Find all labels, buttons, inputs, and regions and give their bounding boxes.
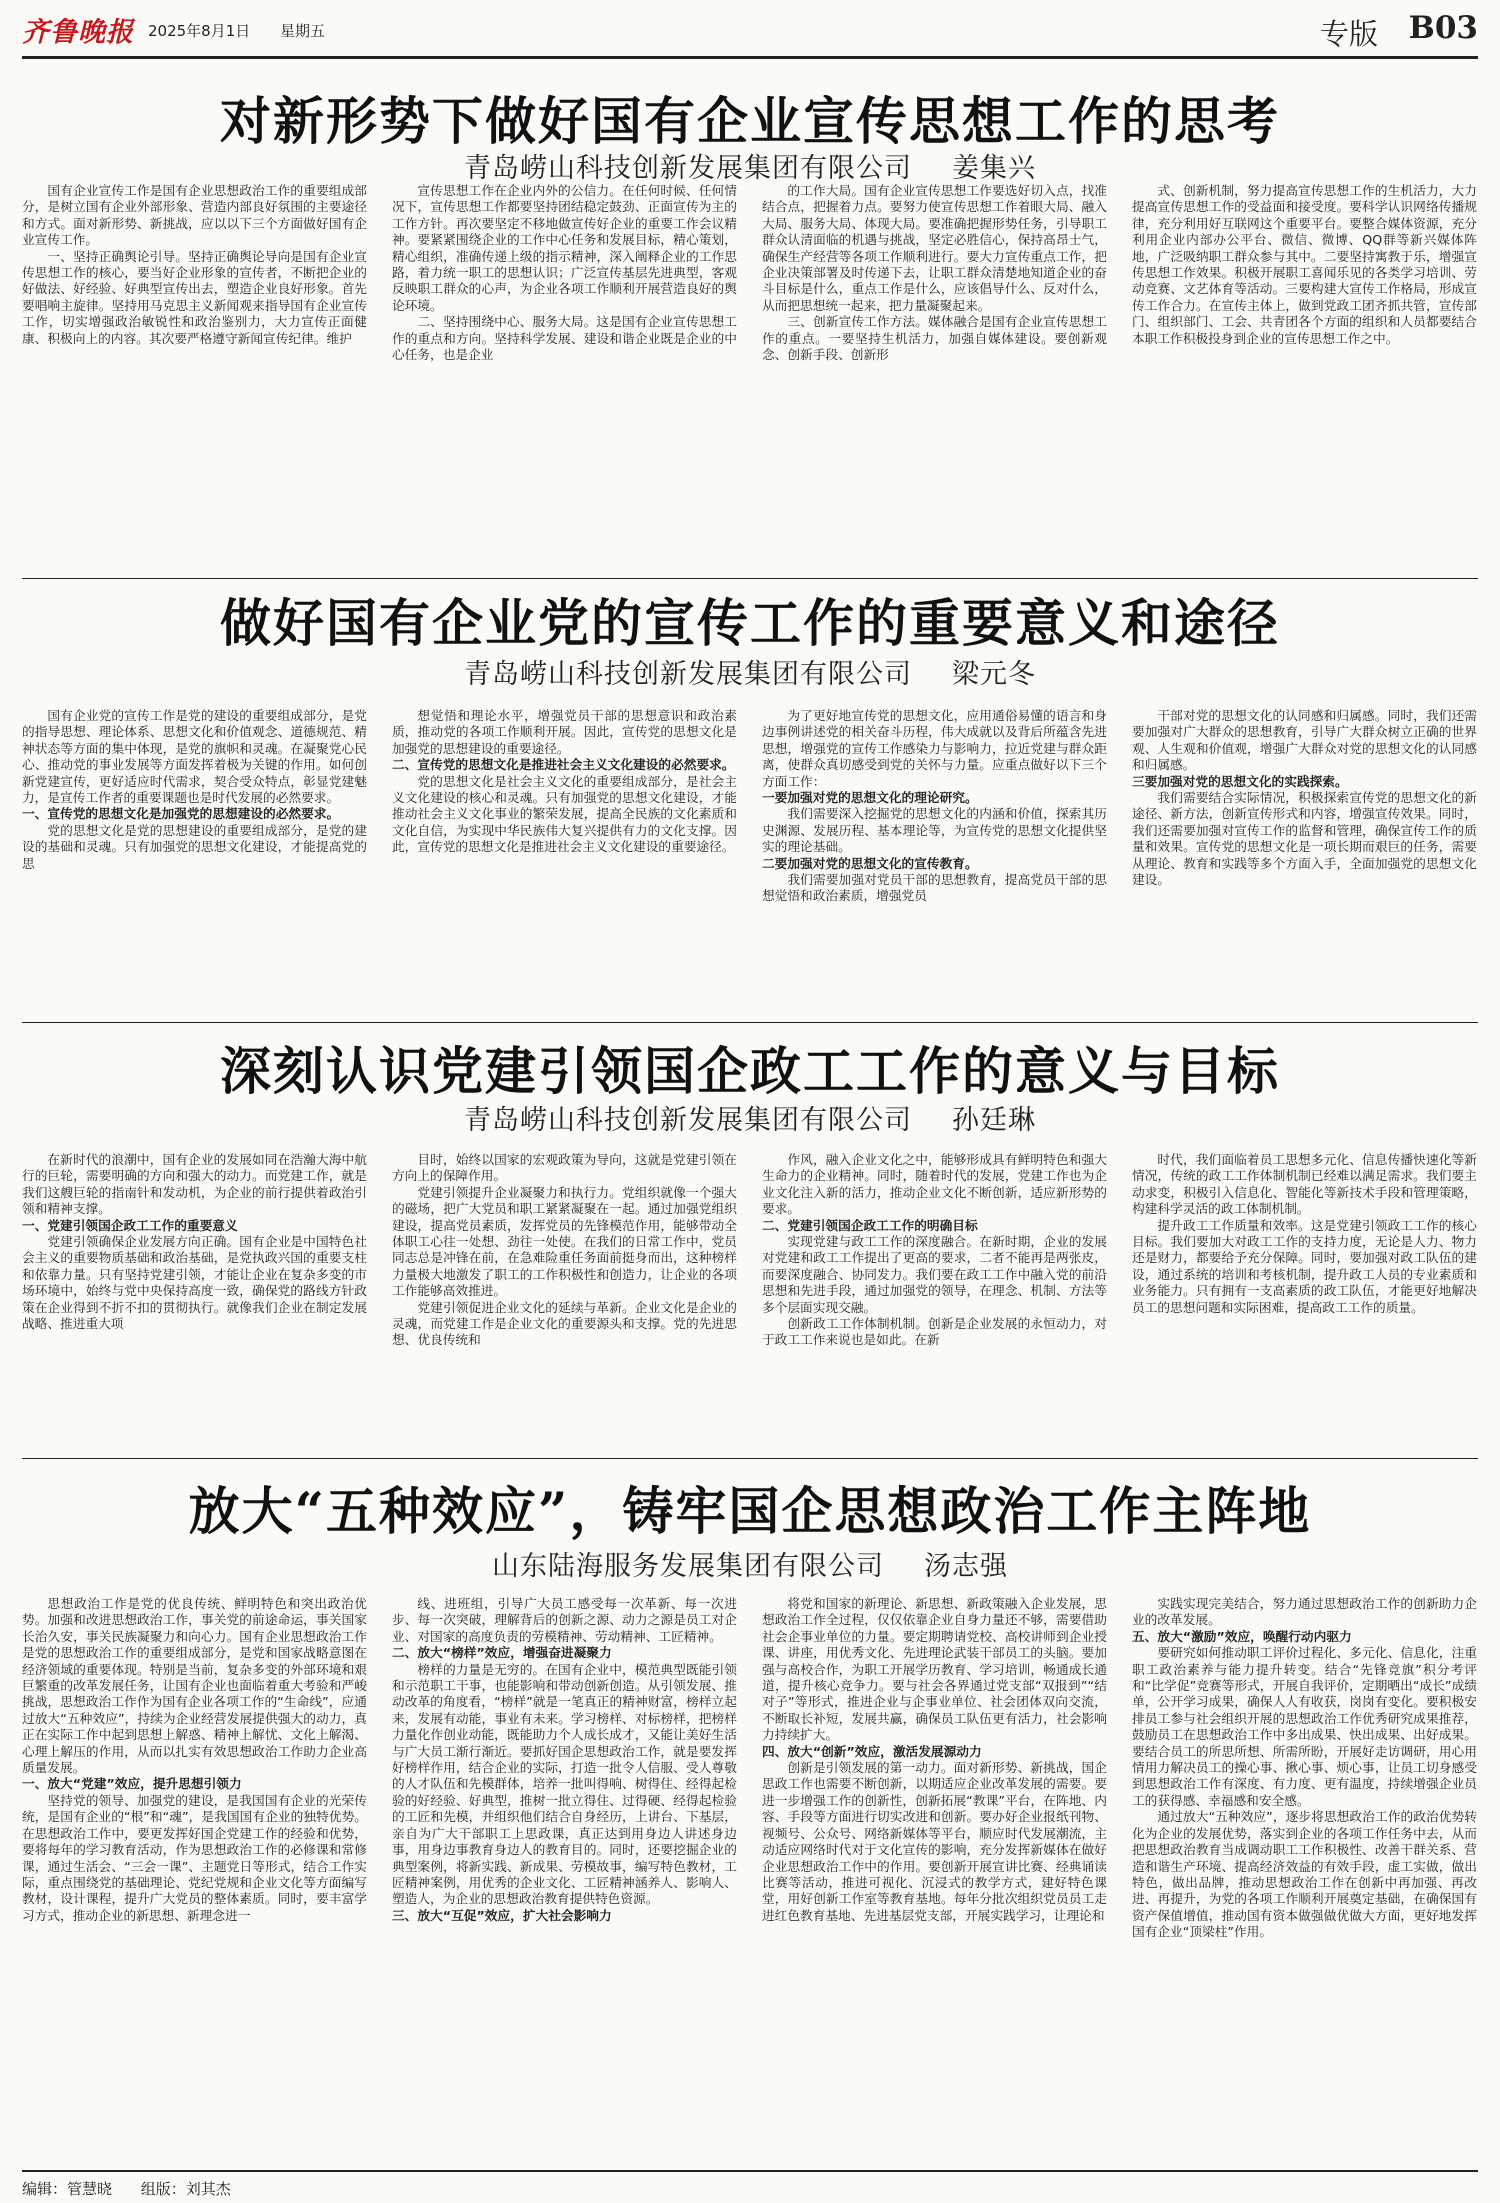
text-column [22, 1152, 367, 1437]
article-headline: 对新形势下做好国有企业宣传思想工作的思考 [219, 92, 1280, 152]
paragraph: 将党和国家的新理论、新思想、新政策融入企业发展，思想政治工作全过程，仅仅依靠企业自身力量还不够，需要借助社会企事业单位的力量。要定期聘请党校、高校讲师到企业授课、讲座，用优秀文化、先进理论武装干部员工的头脑。要加强与高校合作，为职工开展学历教育、学习培训，畅通成长通道，提升核心竞争力。要与社会各界通过党支部“双报到”“结对子”等形式，推进企业与企事业单位、社会团体双向交流，不断取长补短，发展共赢，确保员工队伍更有活力，社会影响力持续扩大。 [762, 1596, 1107, 1743]
text-column [392, 1596, 737, 2164]
byline-author: 汤志强 [924, 1551, 1008, 1582]
paragraph: 党建引领提升企业凝聚力和执行力。党组织就像一个强大的磁场，把广大党员和职工紧紧凝聚在一起。通过加强党组织建设，提高党员素质，发挥党员的先锋模范作用，能够带动全体职工心往一处想、劲往一处使。在我们的日常工作中，党员同志总是冲锋在前，在急难险重任务面前挺身而出，这种榜样力量极大地激发了职工的工作积极性和创造力，让企业的各项工作能够高效推进。 [392, 1184, 737, 1299]
section-divider [22, 1022, 1478, 1023]
byline-org: 青岛崂山科技创新发展集团有限公司 [464, 153, 912, 184]
section-heading: 一、党建引领国企政工工作的重要意义 [22, 1217, 238, 1233]
section-heading: 一要加强对党的思想文化的理论研究。 [762, 790, 978, 806]
text-column [1132, 708, 1477, 970]
text-column [762, 1152, 1107, 1437]
paragraph: 干部对党的思想文化的认同感和归属感。同时，我们还需要加强对广大群众的思想教育，引导广大群众树立正确的世界观、人生观和价值观，增强广大群众对党的思想文化的认同感和归属感。 [1132, 708, 1477, 773]
paragraph: 三、创新宣传工作方法。媒体融合是国有企业宣传思想工作的重点。一要坚持生机活力，加强自媒体建设。要创新观念、创新手段、创新形 [762, 314, 1107, 363]
text-column [762, 183, 1107, 473]
paragraph: 要研究如何推动职工评价过程化、多元化、信息化，注重职工政治素养与能力提升转变。结合“先锋竞旗”积分考评和“比学促”竞赛等形式，开展自我评价，定期晒出“成长”成绩单，公开学习成果，确保人人有收获，岗岗有变化。要积极安排员工参与社会组织开展的思想政治工作优秀研究成果推荐，鼓励员工在思想政治工作中多出成果、快出成果、出好成果。要结合员工的所思所想、所需所盼，开展好走访调研，用心用情用力解决员工的操心事、揪心事、烦心事，让员工切身感受到思想政治工作有深度、有力度、更有温度，持续增强企业员工的获得感、幸福感和安全感。 [1132, 1645, 1477, 1808]
paragraph: 目时，始终以国家的宏观政策为导向，这就是党建引领在方向上的保障作用。 [392, 1152, 737, 1184]
paragraph: 线、进班组，引导广大员工感受每一次革新、每一次进步、每一次突破，理解背后的创新之源、动力之源是员工对企业、对国家的高度负责的劳模精神、劳动精神、工匠精神。 [392, 1596, 737, 1644]
section-heading: 二、宣传党的思想文化是推进社会主义文化建设的必然要求。 [392, 757, 735, 773]
section-heading: 五、放大“激励”效应，唤醒行动内驱力 [1132, 1628, 1352, 1644]
article-body [22, 1152, 1478, 1437]
article-byline [0, 1098, 1500, 1137]
section-heading: 四、放大“创新”效应，激活发展源动力 [762, 1743, 982, 1759]
article-byline [0, 652, 1500, 691]
section-heading: 二要加强对党的思想文化的宣传教育。 [762, 855, 978, 871]
paragraph: 国有企业党的宣传工作是党的建设的重要组成部分，是党的指导思想、理论体系、思想文化和价值观念、道德规范、精神状态等方面的集中体现，是党的旗帜和灵魂。在凝聚党心民心、推动党的事业发展等方面发挥着极为关键的作用。如何创新党建宣传，更好适应时代需求，契合受众特点，彰显党建魅力，是宣传工作者的重要课题也是时代发展的必然要求。 [22, 708, 367, 806]
layout-credit: 组版：刘其杰 [140, 2180, 231, 2198]
paragraph: 我们需要深入挖掘党的思想文化的内涵和价值，探索其历史渊源、发展历程、基本理论等，为宣传党的思想文化提供坚实的理论基础。 [762, 806, 1107, 855]
text-column [22, 183, 367, 473]
paragraph: 我们需要结合实际情况，积极探索宣传党的思想文化的新途径、新方法，创新宣传形式和内容，增强宣传效果。同时，我们还需要加强对宣传工作的监督和管理，确保宣传工作的质量和效果。宣传党的思想文化是一项长期而艰巨的任务，需要从理论、教育和实践等多个方面入手，全面加强党的思想文化建设。 [1132, 790, 1477, 888]
text-column [1132, 183, 1477, 473]
section-divider [22, 578, 1478, 579]
section-heading: 三、放大“互促”效应，扩大社会影响力 [392, 1907, 612, 1923]
paragraph: 二、坚持围绕中心、服务大局。这是国有企业宣传思想工作的重点和方向。坚持科学发展、建设和谐企业既是企业的中心任务，也是企业 [392, 314, 737, 363]
paragraph: 的工作大局。国有企业宣传思想工作要选好切入点，找准结合点，把握着力点。要努力使宣传思想工作着眼大局、融入大局、服务大局、体现大局。要准确把握形势任务，引导职工群众认清面临的机遇与挑战，坚定必胜信心，保持高昂士气，确保生产经营等各项工作顺利进行。要大力宣传重点工作，把企业决策部署及时传递下去，让职工群众清楚地知道企业的奋斗目标是什么，重点工作是什么，应该倡导什么、反对什么，从而把思想统一起来，把力量凝聚起来。 [762, 183, 1107, 313]
issue-weekday: 星期五 [280, 22, 326, 40]
paragraph: 宣传思想工作在企业内外的公信力。在任何时候、任何情况下，宣传思想工作都要坚持团结稳定鼓劲、正面宣传为主的工作方针。再次要坚定不移地做宣传好企业的重要工作会议精神。要紧紧围绕企业的工作中心任务和发展目标，精心策划，精心组织，准确传递上级的指示精神，深入阐释企业的工作思路，着力统一职工的思想认识；广泛宣传基层先进典型，客观反映职工群众的心声，为企业各项工作顺利开展营造良好的舆论环境。 [392, 183, 737, 313]
paragraph: 国有企业宣传工作是国有企业思想政治工作的重要组成部分，是树立国有企业外部形象、营造内部良好氛围的主要途径和方式。面对新形势、新挑战，应以以下三个方面做好国有企业宣传工作。 [22, 183, 367, 248]
masthead [22, 8, 1478, 54]
article-byline [0, 1544, 1500, 1583]
paragraph: 党建引领促进企业文化的延续与革新。企业文化是企业的灵魂，而党建工作是企业文化的重要源头和支撑。党的先进思想、优良传统和 [392, 1299, 737, 1348]
paragraph: 坚持党的领导、加强党的建设，是我国国有企业的光荣传统，是国有企业的“根”和“魂”，是我国国有企业的独特优势。在思想政治工作中，要更发挥好国企党建工作的经验和优势，要将每年的学习教育活动，作为思想政治工作的必修课和常修课，通过生活会、“三会一课”、主题党日等形式，结合工作实际，重点围绕党的基础理论、党纪党规和企业文化等方面编写教材，设计课程，提升广大党员的整体素质。同时，要丰富学习方式，推动企业的新思想、新理念进一 [22, 1792, 367, 1923]
text-column [1132, 1152, 1477, 1437]
text-column [22, 1596, 367, 2164]
paragraph: 时代，我们面临着员工思想多元化、信息传播快速化等新情况，传统的政工工作体制机制已经难以满足需求。我们要主动求变，积极引入信息化、智能化等新技术手段和管理策略，构建科学灵活的政工体制机制。 [1132, 1152, 1477, 1217]
page-footer [22, 2178, 255, 2199]
paragraph: 式、创新机制，努力提高宣传思想工作的生机活力，大力提高宣传思想工作的受益面和接受度。要科学认识网络传播规律，充分利用好互联网这个重要平台。要整合媒体资源，充分利用企业内部办公平台、微信、微博、QQ群等新兴媒体阵地，广泛吸纳职工群众参与其中。二要坚持寓教于乐，增强宣传思想工作效果。积极开展职工喜闻乐见的各类学习培训、劳动竞赛、文艺体育等活动。三要构建大宣传工作格局，形成宣传工作合力。在宣传主体上，做到党政工团齐抓共管，宣传部门、组织部门、工会、共青团各个方面的组织和人员都要结合本职工作积极投身到企业的宣传思想工作之中。 [1132, 183, 1477, 346]
editor-credit: 编辑：管慧晓 [22, 2180, 113, 2198]
paragraph: 党的思想文化是社会主义文化的重要组成部分，是社会主义文化建设的核心和灵魂。只有加强党的思想文化建设，才能推动社会主义文化事业的繁荣发展，提高全民族的文化素质和文化自信，为实现中华民族伟大复兴提供有力的文化支撑。因此，宣传党的思想文化是推进社会主义文化建设的重要途径。 [392, 773, 737, 855]
paragraph: 榜样的力量是无穷的。在国有企业中，模范典型既能引领和示范职工干事，也能影响和带动创新创造。从引领发展、推动改革的角度看，“榜样”就是一笔真正的精神财富，榜样立起来，发展有动能，事业有未来。学习榜样、对标榜样，把榜样力量化作创业动能，既能助力个人成长成才，又能让美好生活与广大员工渐行渐近。要抓好国企思想政治工作，就是要发挥好榜样作用，结合企业的实际，打造一批令人信服、受人尊敬的人才队伍和先模群体，培养一批叫得响、树得住、经得起检验的好经验、好典型，推树一批立得住、过得硬、经得起检验的工匠和先模，并组织他们结合自身经历，上讲台、下基层，亲自为广大干部职工上思政课，真正达到用身边人讲述身边事，用身边事教育身边人的教育目的。同时，还要挖掘企业的典型案例，将新实践、新成果、劳模故事，编写特色教材，工匠精神案例，用优秀的企业文化、工匠精神涵养人、影响人、塑造人，为企业的思想政治教育提供特色资源。 [392, 1661, 737, 1907]
section-heading: 二、党建引领国企政工工作的明确目标 [762, 1217, 978, 1233]
paragraph: 实践实现完美结合，努力通过思想政治工作的创新助力企业的改革发展。 [1132, 1596, 1477, 1628]
byline-org: 青岛崂山科技创新发展集团有限公司 [464, 659, 912, 690]
article-headline: 放大“五种效应”，铸牢国企思想政治工作主阵地 [188, 1482, 1312, 1542]
text-column [1132, 1596, 1477, 2164]
paragraph: 创新是引领发展的第一动力。面对新形势、新挑战，国企思政工作也需要不断创新，以期适应企业改革发展的需要。要进一步增强工作的创新性，创新拓展“教课”平台，在阵地、内容、手段等方面进行切实改进和创新。要办好企业报纸刊物、视频号、公众号、网络新媒体等平台，顺应时代发展潮流，主动适应网络时代对于文化宣传的影响，充分发挥新媒体在做好企业思想政治工作中的作用。要创新开展宣讲比赛、经典诵读比赛等活动，推进可视化、沉浸式的教学方式，建好特色课堂，用好创新工作室等教育基地。每年分批次组织党员员工走进红色教育基地、先进基层党支部，开展实践学习，让理论和 [762, 1760, 1107, 1923]
section-heading: 一、放大“党建”效应，提升思想引领力 [22, 1776, 242, 1792]
text-column [392, 183, 737, 473]
text-column [22, 708, 367, 970]
paragraph: 党建引领确保企业发展方向正确。国有企业是中国特色社会主义的重要物质基础和政治基础，是党执政兴国的重要支柱和依靠力量。只有坚持党建引领，才能让企业在复杂多变的市场环境中，始终与党中央保持高度一致，确保党的路线方针政策在企业得到不折不扣的贯彻执行。就像我们企业在制定发展战略、推进重大项 [22, 1234, 367, 1332]
text-column [762, 708, 1107, 970]
newspaper-logo: 齐鲁晚报 [22, 17, 134, 48]
byline-org: 青岛崂山科技创新发展集团有限公司 [464, 1105, 912, 1136]
section-heading: 三要加强对党的思想文化的实践探索。 [1132, 773, 1348, 789]
text-column [392, 708, 737, 970]
paragraph: 在新时代的浪潮中，国有企业的发展如同在浩瀚大海中航行的巨轮，需要明确的方向和强大的动力。而党建工作，就是我们这艘巨轮的指南针和发动机，为企业的前行提供着政治引领和精神支撑。 [22, 1152, 367, 1217]
section-heading: 二、放大“榜样”效应，增强奋进凝聚力 [392, 1645, 612, 1661]
text-column [762, 1596, 1107, 2164]
paragraph: 创新政工工作体制机制。创新是企业发展的永恒动力，对于政工工作来说也是如此。在新 [762, 1316, 1107, 1348]
article-body [22, 1596, 1478, 2164]
section-divider [22, 1458, 1478, 1459]
footer-rule [22, 2170, 1478, 2172]
section-label: 专版 [1319, 17, 1378, 51]
paragraph: 为了更好地宣传党的思想文化，应用通俗易懂的语言和身边事例讲述党的相关奋斗历程，伟大成就以及背后所蕴含先进思想，增强党的宣传工作感染力与影响力，拉近党建与群众距离，使群众真切感受到党的关怀与力量。应重点做好以下三个方面工作： [762, 708, 1107, 789]
issue-date: 2025年8月1日 [148, 22, 251, 40]
paragraph: 通过放大“五种效应”，逐步将思想政治工作的政治优势转化为企业的发展优势，落实到企业的各项工作任务中去，从而把思想政治教育当成调动职工工作积极性、改善干群关系、营造和谐生产环境、提高经济效益的有效手段，虚工实做，做出特色，做出品牌，推动思想政治工作在创新中再加强、再改进、再提升，为党的各项工作顺利开展奠定基础，在确保国有资产保值增值，推动国有资本做强做优做大方面，更好地发挥国有企业“顶梁柱”作用。 [1132, 1809, 1477, 1940]
paragraph: 一、坚持正确舆论引导。坚持正确舆论导向是国有企业宣传思想工作的核心，要当好企业形象的宣传者，不断把企业的好做法、好经验、好典型宣传出去，塑造企业良好形象。首先要唱响主旋律。坚持用马克思主义新闻观来指导国有企业宣传工作，切实增强政治敏锐性和政治鉴别力，大力宣传正面健康、积极向上的内容。其次要严格遵守新闻宣传纪律。维护 [22, 248, 367, 346]
byline-author: 姜集兴 [952, 153, 1036, 184]
paragraph: 我们需要加强对党员干部的思想教育，提高党员干部的思想觉悟和政治素质，增强党员 [762, 872, 1107, 904]
masthead-rule [22, 56, 1478, 59]
article-headline: 做好国有企业党的宣传工作的重要意义和途径 [219, 594, 1280, 654]
paragraph: 作风，融入企业文化之中，能够形成具有鲜明特色和强大生命力的企业精神。同时，随着时代的发展，党建工作也为企业文化注入新的活力，推动企业文化不断创新，适应新形势的要求。 [762, 1152, 1107, 1217]
section-heading: 一、宣传党的思想文化是加强党的思想建设的必然要求。 [22, 806, 340, 822]
byline-org: 山东陆海服务发展集团有限公司 [492, 1551, 884, 1582]
article-byline [0, 146, 1500, 185]
article-body [22, 183, 1478, 473]
byline-author: 孙廷琳 [952, 1105, 1036, 1136]
byline-author: 梁元冬 [952, 659, 1036, 690]
article-headline: 深刻认识党建引领国企政工工作的意义与目标 [219, 1042, 1280, 1102]
paragraph: 党的思想文化是党的思想建设的重要组成部分，是党的建设的基础和灵魂。只有加强党的思想文化建设，才能提高党的思 [22, 822, 367, 871]
paragraph: 想觉悟和理论水平，增强党员干部的思想意识和政治素质，推动党的各项工作顺利开展。因此，宣传党的思想文化是加强党的思想建设的重要途径。 [392, 708, 737, 756]
page-number: B03 [1408, 10, 1478, 46]
paragraph: 思想政治工作是党的优良传统、鲜明特色和突出政治优势。加强和改进思想政治工作，事关党的前途命运，事关国家长治久安，事关民族凝聚力和向心力。国有企业思想政治工作是党的思想政治工作的重要组成部分，是党和国家战略意图在经济领域的重要体现。特别是当前，复杂多变的外部环境和艰巨繁重的改革发展任务，让国有企业也面临着重大考验和严峻挑战，思想政治工作作为国有企业各项工作的“生命线”，应通过放大“五种效应”，持续为企业经营发展提供强大的动力，真正在实际工作中起到思想上解惑、精神上解忧、文化上解渴、心理上解压的作用，从而以扎实有效思想政治工作助力企业高质量发展。 [22, 1596, 367, 1776]
text-column [392, 1152, 737, 1437]
paragraph: 提升政工工作质量和效率。这是党建引领政工工作的核心目标。我们要加大对政工工作的支持力度，无论是人力、物力还是财力，都要给予充分保障。同时，要加强对政工队伍的建设，通过系统的培训和考核机制，提升政工人员的专业素质和业务能力。只有拥有一支高素质的政工队伍，才能更好地解决员工的思想问题和实际困难，提高政工工作的质量。 [1132, 1217, 1477, 1315]
paragraph: 实现党建与政工工作的深度融合。在新时期，企业的发展对党建和政工工作提出了更高的要求，二者不能再是两张皮，而要深度融合、协同发力。我们要在政工工作中融入党的前沿思想和先进手段，通过加强党的领导，在理念、机制、方法等多个层面实现交融。 [762, 1234, 1107, 1315]
article-body [22, 708, 1478, 970]
